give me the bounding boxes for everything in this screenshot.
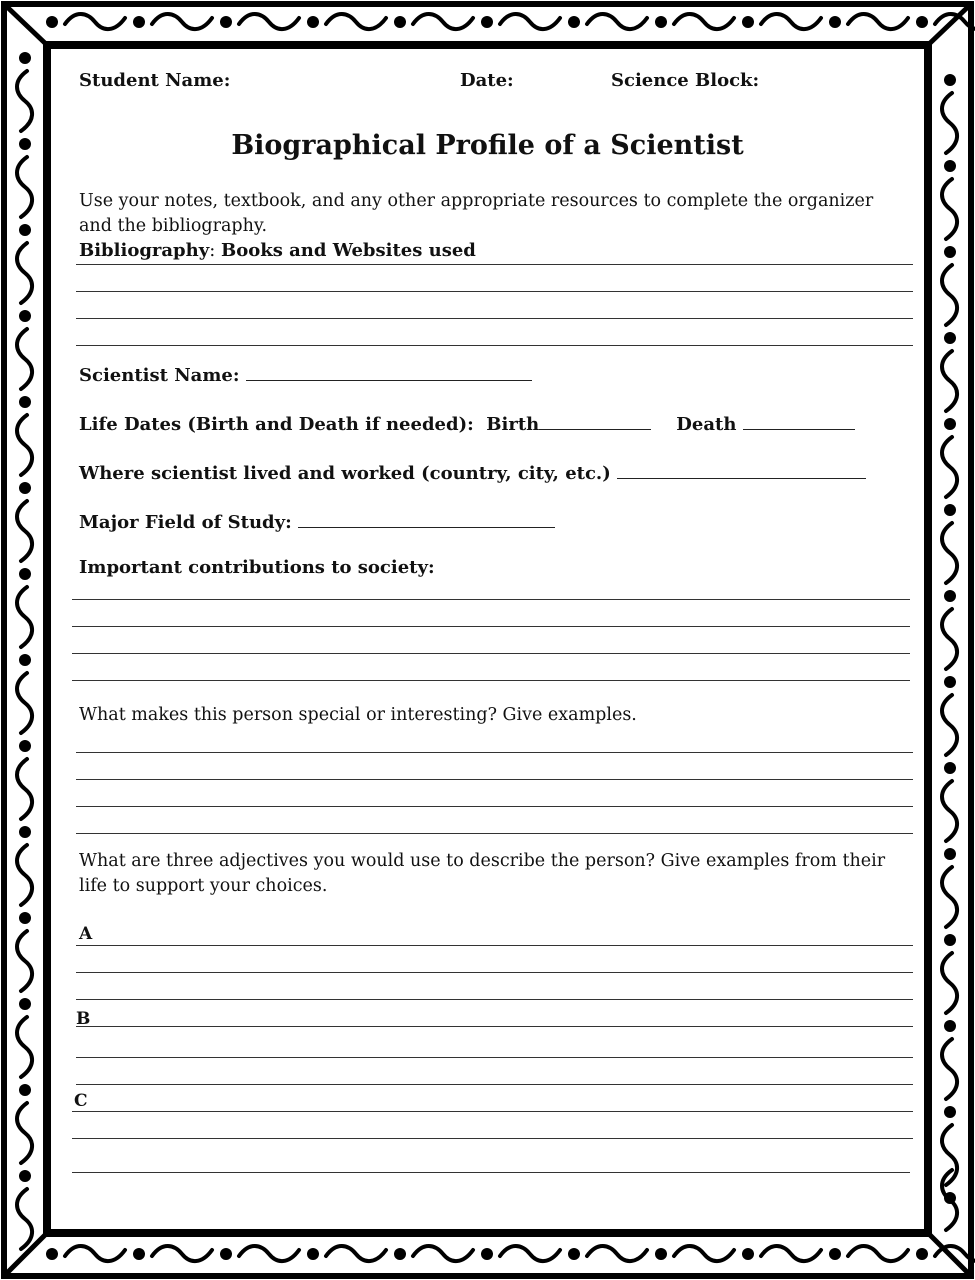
border-pattern-top: [46, 14, 975, 29]
border-dot: [19, 482, 31, 494]
where-lived-blank[interactable]: [617, 460, 866, 479]
special-question: What makes this person special or interesting? Give examples.: [79, 705, 637, 725]
contributions-line[interactable]: [72, 626, 910, 627]
border-dot: [481, 1248, 493, 1260]
border-dot: [19, 396, 31, 408]
page-title: Biographical Profile of a Scientist: [231, 130, 744, 161]
border-dot: [944, 246, 956, 258]
border-squiggle: [848, 1246, 908, 1261]
border-dot: [19, 912, 31, 924]
contributions-line[interactable]: [72, 599, 910, 600]
special-answer-line[interactable]: [76, 806, 913, 807]
border-dot: [19, 568, 31, 580]
adjectives-question: What are three adjectives you would use to describe the person? Give examples from their life to support your choices.: [79, 851, 886, 896]
border-squiggle: [674, 1246, 734, 1261]
bibliography-line[interactable]: [76, 345, 913, 346]
border-dot: [944, 74, 956, 86]
border-pattern-left: [17, 52, 32, 1249]
border-squiggle: [65, 1246, 125, 1261]
border-dot: [46, 1248, 58, 1260]
border-dot: [655, 16, 667, 28]
border-squiggle: [413, 14, 473, 29]
border-squiggle: [942, 953, 957, 1013]
border-squiggle: [942, 781, 957, 841]
adjective-a-line[interactable]: [76, 945, 913, 946]
border-dot: [944, 1106, 956, 1118]
border-dot: [19, 998, 31, 1010]
adjective-b-line[interactable]: [76, 1084, 913, 1085]
border-squiggle: [17, 759, 32, 819]
special-answer-line[interactable]: [76, 833, 913, 834]
border-dot: [568, 1248, 580, 1260]
border-squiggle: [17, 329, 32, 389]
border-dot: [220, 1248, 232, 1260]
adjective-b-line[interactable]: [76, 1057, 913, 1058]
contributions-line[interactable]: [72, 653, 910, 654]
border-squiggle: [17, 931, 32, 991]
border-dot: [133, 16, 145, 28]
scientist-name-label: Scientist Name:: [79, 365, 240, 386]
adjective-label-c: C: [74, 1091, 88, 1111]
border-squiggle: [17, 1103, 32, 1163]
bibliography-line[interactable]: [76, 318, 913, 319]
border-dot: [481, 16, 493, 28]
border-squiggle: [587, 14, 647, 29]
border-squiggle: [848, 14, 908, 29]
border-dot: [220, 16, 232, 28]
border-squiggle: [152, 14, 212, 29]
adjective-label-b: B: [76, 1009, 91, 1029]
bibliography-line[interactable]: [76, 291, 913, 292]
border-squiggle: [17, 243, 32, 303]
border-dot: [19, 52, 31, 64]
border-squiggle: [942, 351, 957, 411]
contributions-line[interactable]: [72, 680, 910, 681]
bibliography-sub: Books and Websites used: [221, 240, 476, 261]
border-squiggle: [17, 1189, 32, 1249]
border-dot: [916, 16, 928, 28]
special-answer-line[interactable]: [76, 752, 913, 753]
border-dot: [944, 590, 956, 602]
border-dot: [944, 762, 956, 774]
adjective-label-a: A: [79, 924, 93, 944]
birth-label: Birth: [486, 414, 540, 435]
border-dot: [944, 504, 956, 516]
bibliography-colon: :: [209, 240, 216, 261]
border-dot: [394, 1248, 406, 1260]
border-squiggle: [942, 265, 957, 325]
border-squiggle: [942, 867, 957, 927]
border-pattern-bottom: [46, 1246, 975, 1261]
border-dot: [944, 160, 956, 172]
border-dot: [944, 1020, 956, 1032]
border-squiggle: [239, 14, 299, 29]
major-field-blank[interactable]: [298, 509, 555, 528]
border-dot: [568, 16, 580, 28]
life-dates-row: [79, 411, 855, 435]
border-squiggle: [942, 609, 957, 669]
border-squiggle: [674, 14, 734, 29]
border-dot: [307, 1248, 319, 1260]
death-blank[interactable]: [743, 411, 855, 430]
border-squiggle: [17, 501, 32, 561]
science-block-label: Science Block:: [611, 70, 760, 91]
border-dot: [944, 934, 956, 946]
life-dates-label: Life Dates (Birth and Death if needed):: [79, 414, 474, 435]
border-squiggle: [65, 14, 125, 29]
border-dot: [655, 1248, 667, 1260]
border-squiggle: [17, 673, 32, 733]
border-squiggle: [500, 14, 560, 29]
border-dot: [944, 676, 956, 688]
border-dot: [19, 826, 31, 838]
border-squiggle: [239, 1246, 299, 1261]
student-name-label: Student Name:: [79, 70, 231, 91]
border-squiggle: [17, 157, 32, 217]
border-dot: [394, 16, 406, 28]
birth-blank[interactable]: [539, 411, 651, 430]
border-dot: [19, 310, 31, 322]
border-squiggle: [942, 695, 957, 755]
border-dot: [19, 1084, 31, 1096]
adjective-a-line[interactable]: [76, 972, 913, 973]
border-dot: [742, 16, 754, 28]
border-dot: [742, 1248, 754, 1260]
adjective-c-line[interactable]: [72, 1111, 913, 1112]
border-squiggle: [326, 1246, 386, 1261]
where-lived-row: [79, 460, 866, 484]
major-field-row: [79, 509, 555, 533]
border-squiggle: [761, 1246, 821, 1261]
major-field-label: Major Field of Study:: [79, 512, 292, 533]
border-dot: [829, 1248, 841, 1260]
border-squiggle: [587, 1246, 647, 1261]
border-squiggle: [942, 179, 957, 239]
border-dot: [916, 1248, 928, 1260]
special-answer-line[interactable]: [76, 779, 913, 780]
death-label: Death: [676, 414, 737, 435]
border-squiggle: [17, 1017, 32, 1077]
border-squiggle: [17, 415, 32, 475]
border-dot: [829, 16, 841, 28]
border-squiggle: [942, 523, 957, 583]
border-squiggle: [17, 587, 32, 647]
border-pattern-right: [942, 74, 957, 1230]
instructions-text: Use your notes, textbook, and any other appropriate resources to complete the organizer and the bibliography.: [79, 191, 874, 236]
bibliography-line[interactable]: [76, 264, 913, 265]
border-dot: [19, 740, 31, 752]
border-dot: [19, 654, 31, 666]
border-dot: [307, 16, 319, 28]
scientist-name-blank[interactable]: [246, 362, 532, 381]
border-dot: [944, 332, 956, 344]
date-label: Date:: [460, 70, 514, 91]
border-squiggle: [942, 437, 957, 497]
border-dot: [19, 1170, 31, 1182]
border-dot: [944, 418, 956, 430]
border-squiggle: [152, 1246, 212, 1261]
border-squiggle: [942, 1039, 957, 1099]
border-dot: [46, 16, 58, 28]
scientist-name-row: [79, 362, 532, 386]
border-squiggle: [326, 14, 386, 29]
contributions-label: Important contributions to society:: [79, 557, 435, 578]
adjective-b-line[interactable]: [76, 1026, 913, 1027]
bibliography-label: Bibliography: [79, 240, 210, 261]
adjective-a-line[interactable]: [76, 999, 913, 1000]
border-squiggle: [500, 1246, 560, 1261]
adjective-c-line[interactable]: [72, 1138, 913, 1139]
where-lived-label: Where scientist lived and worked (country, city, etc.): [79, 463, 611, 484]
border-dot: [133, 1248, 145, 1260]
border-squiggle: [761, 14, 821, 29]
adjective-c-line[interactable]: [72, 1172, 910, 1173]
bibliography-heading: [79, 240, 476, 261]
border-squiggle: [413, 1246, 473, 1261]
border-dot: [944, 848, 956, 860]
border-squiggle: [17, 845, 32, 905]
border-squiggle: [17, 71, 32, 131]
border-dot: [19, 224, 31, 236]
